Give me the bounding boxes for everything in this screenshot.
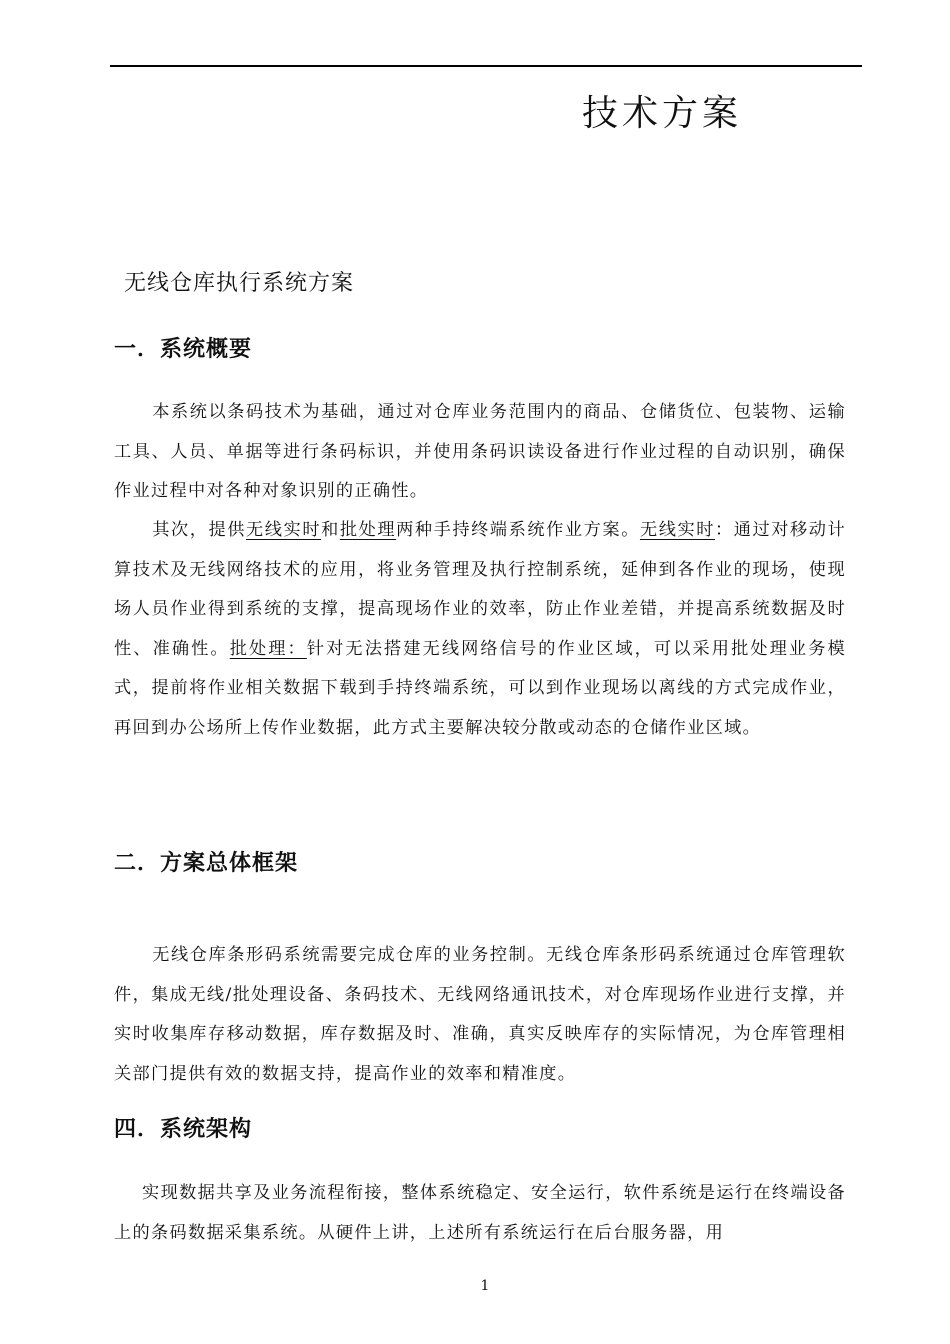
paragraph-architecture-1 [114,1174,846,1253]
underlined-term-batch: 批处理 [339,520,397,540]
paragraph-framework-1 [114,936,846,1094]
paragraph-text: 其次，提供 [152,520,247,540]
paragraph-overview-2 [114,511,846,748]
paragraph-text: 无线仓库条形码系统需要完成仓库的业务控制。无线仓库条形码系统通过仓库管理软件，集成无线/批处理设备、条码技术、无线网络通讯技术，对仓库现场作业进行支撑，并实时收集库存移动数据，库存数据及时、准确，真实反映库存的实际情况，为仓库管理相关部门提供有效的数据支持，提高作业的效率和精准度。 [114,945,846,1084]
paragraph-text: 本系统以条码技术为基础，通过对仓库业务范围内的商品、仓储货位、包装物、运输工具、人员、单据等进行条码标识，并使用条码识读设备进行作业过程的自动识别，确保作业过程中对各种对象识别的正确性。 [114,402,846,501]
underlined-term-wireless-realtime-def: 无线实时 [639,520,715,540]
paragraph-text: 和 [321,520,340,540]
header-rule [110,65,862,67]
document-subtitle: 无线仓库执行系统方案 [124,271,355,296]
page-number: 1 [480,1278,490,1294]
paragraph-overview-1 [114,393,846,512]
underlined-term-wireless-realtime: 无线实时 [246,520,322,540]
paragraph-text: 两种手持终端系统作业方案。 [396,520,640,540]
paragraph-text: 针对无法搭建无线网络信号的作业区域，可以采用批处理业务模式，提前将作业相关数据下载到手持终端系统，可以到作业现场以离线的方式完成作业，再回到办公场所上传作业数据，此方式主要解决较分散或动态的仓储作业区域。 [114,638,846,738]
document-title: 技术方案 [582,93,743,134]
paragraph-text: ：通过对移动计算技术及无线网络技术的应用，将业务管理及执行控制系统，延伸到各作业的现场，使现场人员作业得到系统的支撑，提高现场作业的效率，防止作业差错，并提高系统数据及时性、准确性。 [114,520,847,659]
underlined-term-batch-def: 批处理： [229,638,307,659]
section-heading-overview: 一．系统概要 [114,337,253,362]
paragraph-text: 实现数据共享及业务流程衔接，整体系统稳定、安全运行，软件系统是运行在终端设备上的条码数据采集系统。从硬件上讲，上述所有系统运行在后台服务器，用 [114,1183,846,1243]
section-heading-architecture: 四．系统架构 [114,1117,253,1142]
section-heading-framework: 二．方案总体框架 [114,851,299,876]
